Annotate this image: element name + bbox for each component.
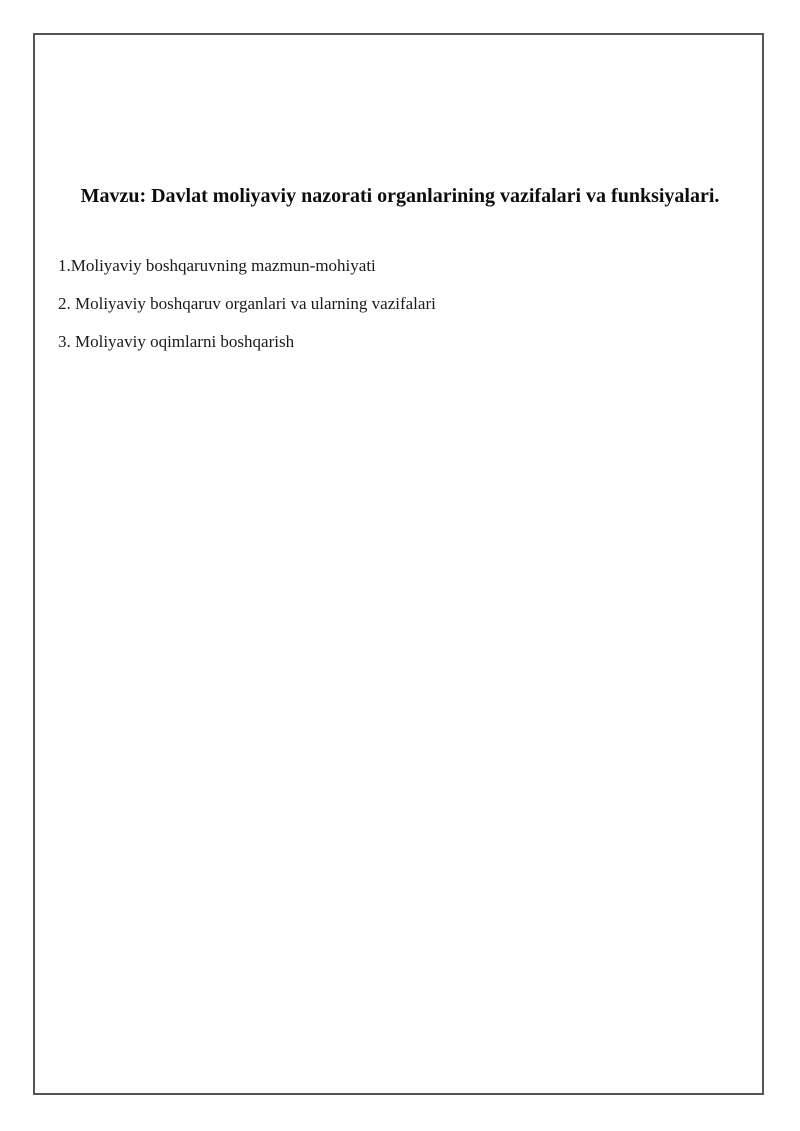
document-title: Mavzu: Davlat moliyaviy nazorati organlarining vazifalari va funksiyalari. [80,185,720,207]
list-item: 3. Moliyaviy oqimlarni boshqarish [58,332,295,351]
list-item: 1.Moliyaviy boshqaruvning mazmun-mohiyati [58,256,376,275]
list-item: 2. Moliyaviy boshqaruv organlari va ularning vazifalari [58,294,436,313]
topic-list [58,255,436,369]
